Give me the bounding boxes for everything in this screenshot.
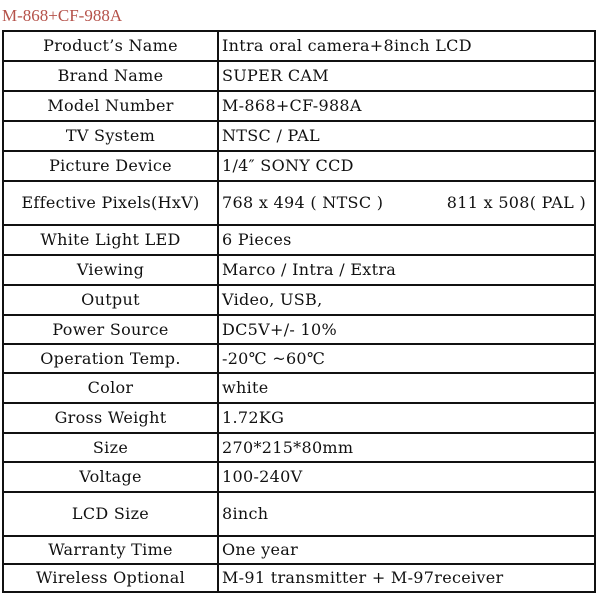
spec-value: Marco / Intra / Extra bbox=[218, 255, 595, 285]
spec-value: 270*215*80mm bbox=[218, 433, 595, 462]
spec-label: Wireless Optional bbox=[3, 564, 218, 592]
pixels-pal-value: 811 x 508( PAL ) bbox=[446, 193, 586, 212]
spec-label: Product’s Name bbox=[3, 31, 218, 61]
spec-value: DC5V+/- 10% bbox=[218, 315, 595, 344]
table-row bbox=[3, 403, 595, 433]
spec-value: NTSC / PAL bbox=[218, 121, 595, 151]
page-title: M-868+CF-988A bbox=[2, 6, 123, 25]
spec-value: white bbox=[218, 373, 595, 403]
table-row bbox=[3, 225, 595, 255]
spec-label: White Light LED bbox=[3, 225, 218, 255]
table-row bbox=[3, 462, 595, 492]
spec-value: SUPER CAM bbox=[218, 61, 595, 91]
spec-label: Model Number bbox=[3, 91, 218, 121]
table-row bbox=[3, 564, 595, 592]
spec-label: Gross Weight bbox=[3, 403, 218, 433]
spec-value bbox=[218, 181, 595, 225]
table-row bbox=[3, 31, 595, 61]
table-row bbox=[3, 373, 595, 403]
spec-label: Color bbox=[3, 373, 218, 403]
spec-label: Size bbox=[3, 433, 218, 462]
table-row bbox=[3, 181, 595, 225]
spec-label: TV System bbox=[3, 121, 218, 151]
table-row bbox=[3, 61, 595, 91]
spec-value: One year bbox=[218, 536, 595, 564]
spec-value: 1.72KG bbox=[218, 403, 595, 433]
spec-value: 6 Pieces bbox=[218, 225, 595, 255]
spec-label: LCD Size bbox=[3, 492, 218, 536]
spec-label: Viewing bbox=[3, 255, 218, 285]
spec-value: Intra oral camera+8inch LCD bbox=[218, 31, 595, 61]
spec-label: Brand Name bbox=[3, 61, 218, 91]
spec-label: Warranty Time bbox=[3, 536, 218, 564]
spec-label: Effective Pixels(HxV) bbox=[3, 181, 218, 225]
table-row bbox=[3, 91, 595, 121]
spec-table bbox=[2, 30, 596, 593]
table-row bbox=[3, 121, 595, 151]
pixels-ntsc-value: 768 x 494 ( NTSC ) bbox=[222, 193, 384, 212]
spec-label: Picture Device bbox=[3, 151, 218, 181]
spec-label: Voltage bbox=[3, 462, 218, 492]
table-row bbox=[3, 536, 595, 564]
table-row bbox=[3, 344, 595, 373]
table-row bbox=[3, 255, 595, 285]
table-row bbox=[3, 492, 595, 536]
spec-value: 8inch bbox=[218, 492, 595, 536]
table-row bbox=[3, 315, 595, 344]
spec-value: -20℃ ~60℃ bbox=[218, 344, 595, 373]
table-row bbox=[3, 151, 595, 181]
spec-value: 100-240V bbox=[218, 462, 595, 492]
table-row bbox=[3, 285, 595, 315]
spec-value: Video, USB, bbox=[218, 285, 595, 315]
spec-value: M-91 transmitter + M-97receiver bbox=[218, 564, 595, 592]
spec-label: Output bbox=[3, 285, 218, 315]
spec-value: 1/4″ SONY CCD bbox=[218, 151, 595, 181]
spec-label: Operation Temp. bbox=[3, 344, 218, 373]
spec-label: Power Source bbox=[3, 315, 218, 344]
table-row bbox=[3, 433, 595, 462]
spec-value: M-868+CF-988A bbox=[218, 91, 595, 121]
